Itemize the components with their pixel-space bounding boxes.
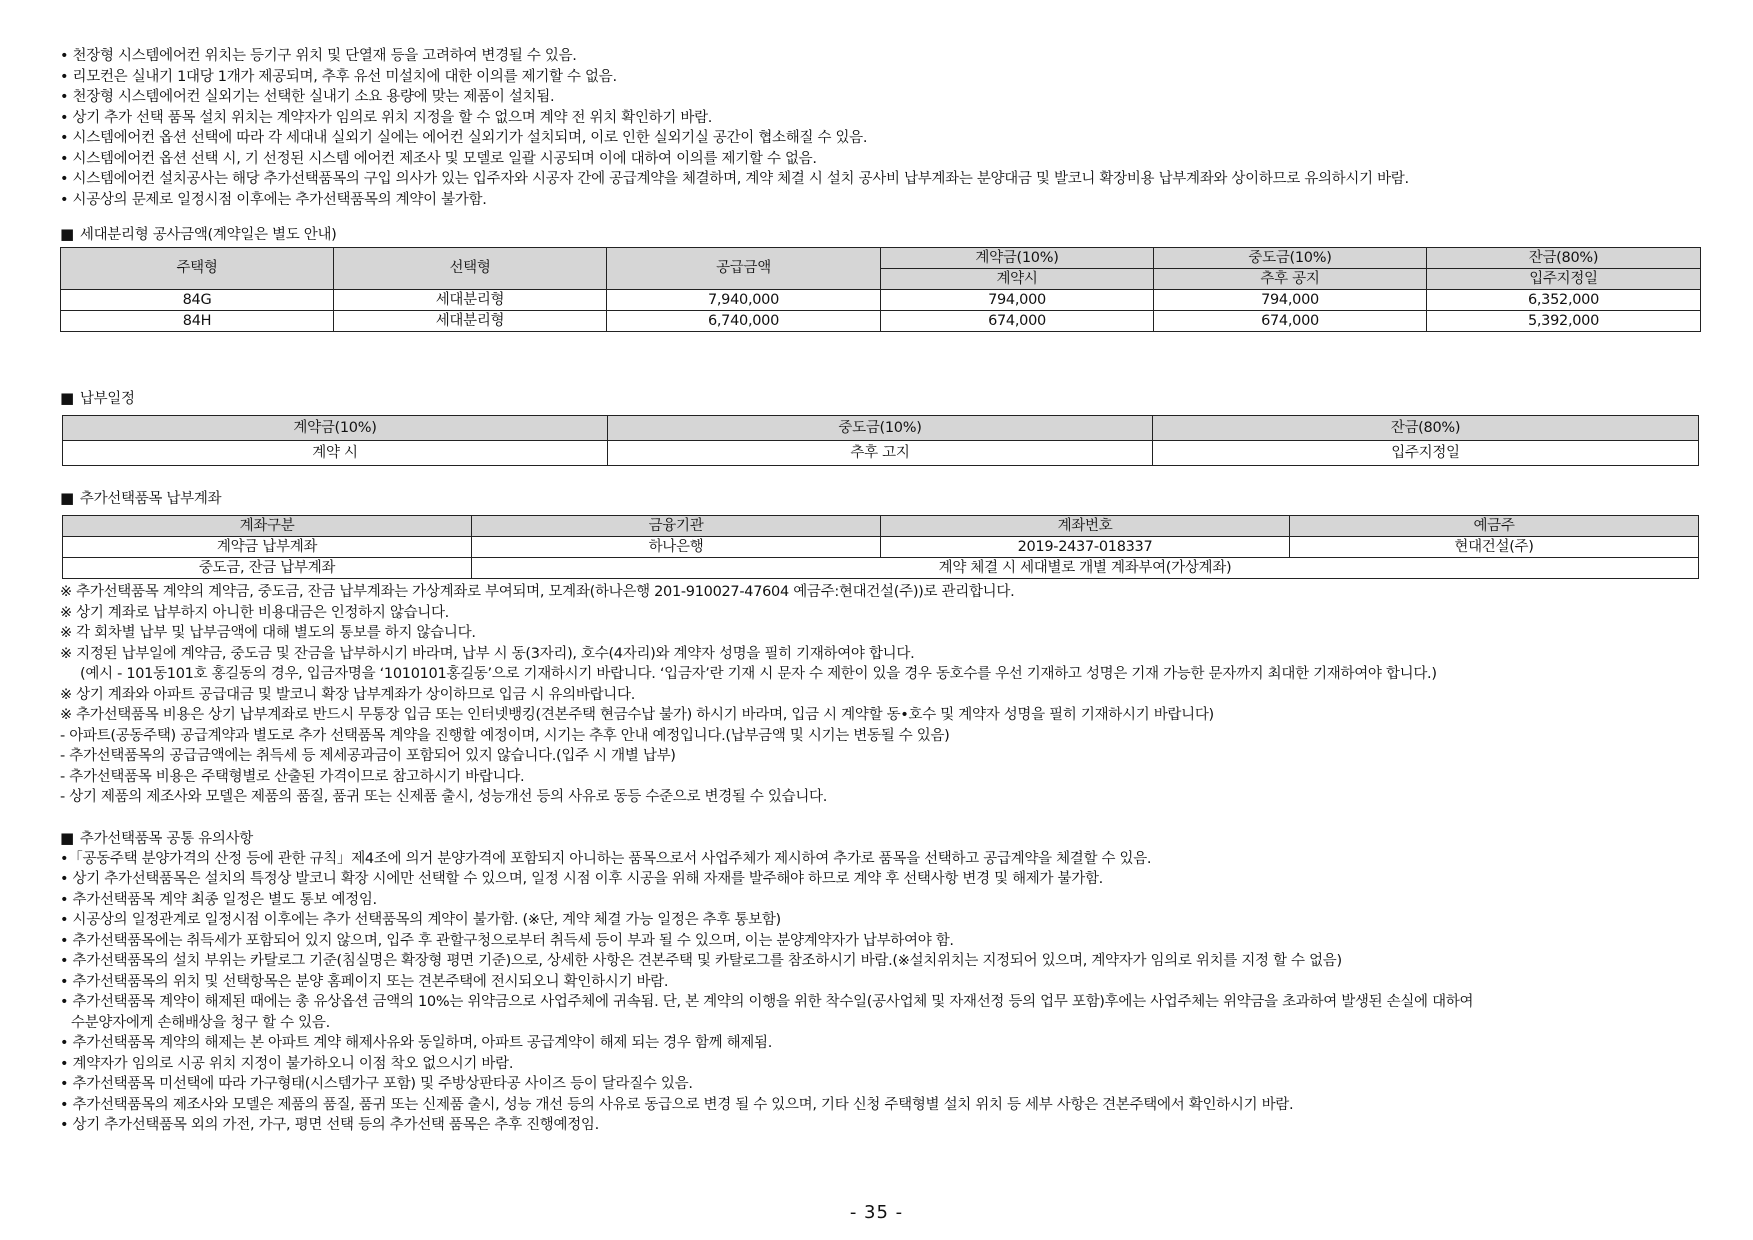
cell: 674,000 (881, 311, 1154, 332)
section-heading (60, 828, 1710, 849)
table-row (63, 441, 1699, 466)
note-line: • 시공상의 문제로 일정시점 이후에는 추가선택품목의 계약이 불가함. (60, 191, 487, 208)
note-line: • 천장형 시스템에어컨 위치는 등기구 위치 및 단열재 등을 고려하여 변경될 수 있음. (60, 48, 577, 64)
note-line: • 추가선택품목 계약이 해제된 때에는 총 유상옵션 금액의 10%는 위약금으로 사업주체에 귀속됨. 단, 본 계약의 이행을 위한 착수일(공사업체 및 자재선정 등의 업무 포함)후에는 사업주체는 위약금을 초과하여 발생된 손실에 대하여 (60, 994, 1474, 1010)
section-heading (60, 388, 1710, 409)
section-title: 추가선택품목 공통 유의사항 (79, 830, 253, 847)
note-line: - 아파트(공동주택) 공급계약과 별도로 추가 선택품목 계약을 진행할 예정이며, 시기는 추후 안내 예정입니다.(납부금액 및 시기는 변동될 수 있음) (60, 727, 950, 744)
note-line: ※ 추가선택품목 비용은 상기 납부계좌로 반드시 무통장 입금 또는 인터넷뱅킹(견본주택 현금수납 불가) 하시기 바라며, 입금 시 계약할 동•호수 및 계약자 성명을 필히 기재하시기 바랍니다) (60, 707, 1214, 723)
note-line: ※ 추가선택품목 계약의 계약금, 중도금, 잔금 납부계좌는 가상계좌로 부여되며, 모계좌(하나은행 201-910027-47604 예금주:현대건설(주))로 관리합니다. (60, 584, 1015, 600)
col-subheader: 추후 공지 (1154, 269, 1427, 290)
col-header: 공급금액 (607, 248, 881, 290)
col-header: 계약금(10%) (63, 416, 608, 441)
payment-account-table (62, 515, 1699, 579)
section-title: 세대분리형 공사금액(계약일은 별도 안내) (79, 227, 337, 243)
table-row (63, 558, 1699, 579)
table-header-row (61, 248, 1701, 269)
square-bullet-icon: ■ (60, 225, 74, 243)
note-line: • 추가선택품목 계약의 해제는 본 아파트 계약 해제사유와 동일하며, 아파트 공급계약이 해제 되는 경우 함께 해제됨. (60, 1035, 773, 1051)
payment-schedule-table (62, 415, 1699, 466)
common-notes (60, 849, 1710, 1136)
note-line: ※ 지정된 납부일에 계약금, 중도금 및 잔금을 납부하시기 바라며, 납부 시 동(3자리), 호수(4자리)와 계약자 성명을 필히 기재하여야 합니다. (60, 645, 915, 662)
cell: 674,000 (1154, 311, 1427, 332)
square-bullet-icon: ■ (60, 389, 74, 407)
note-line: • 상기 추가선택품목은 설치의 특정상 발코니 확장 시에만 선택할 수 있으며, 일정 시점 이후 시공을 위해 자재를 발주해야 하므로 계약 후 선택사항 변경 및 해제가 불가함. (60, 871, 1103, 887)
col-subheader: 계약시 (881, 269, 1154, 290)
cell: 계약금 납부계좌 (63, 537, 472, 558)
col-header: 잔금(80%) (1153, 416, 1699, 441)
table-row (61, 290, 1701, 311)
cell: 84H (61, 311, 334, 332)
col-subheader: 입주지정일 (1427, 269, 1701, 290)
col-header: 계좌번호 (881, 516, 1290, 537)
note-line: • 리모컨은 실내기 1대당 1개가 제공되며, 추후 유선 미설치에 대한 이의를 제기할 수 없음. (60, 68, 617, 85)
note-line: • 상기 추가 선택 품목 설치 위치는 계약자가 임의로 위치 지정을 할 수 없으며 계약 전 위치 확인하기 바람. (60, 109, 713, 126)
cell: 794,000 (881, 290, 1154, 311)
note-line: • 추가선택품목에는 취득세가 포함되어 있지 않으며, 입주 후 관할구청으로부터 취득세 등이 부과 될 수 있으며, 이는 분양계약자가 납부하여야 함. (60, 932, 954, 949)
cell: 입주지정일 (1153, 441, 1699, 466)
cell: 현대건설(주) (1290, 537, 1699, 558)
note-line: - 추가선택품목 비용은 주택형별로 산출된 가격이므로 참고하시기 바랍니다. (60, 768, 525, 785)
document-page (60, 46, 1710, 1136)
cell: 6,352,000 (1427, 290, 1701, 311)
note-line: • 추가선택품목의 위치 및 선택항목은 분양 홈페이지 또는 견본주택에 전시되오니 확인하시기 바람. (60, 973, 669, 990)
page-number: - 35 - (849, 1202, 904, 1223)
cell: 5,392,000 (1427, 311, 1701, 332)
col-header: 중도금(10%) (608, 416, 1153, 441)
col-header: 잔금(80%) (1427, 248, 1701, 269)
section-heading (60, 224, 1710, 245)
note-line: • 천장형 시스템에어컨 실외기는 선택한 실내기 소요 용량에 맞는 제품이 설치됨. (60, 89, 555, 105)
section-title: 납부일정 (79, 391, 135, 407)
note-line: (예시 - 101동101호 홍길동의 경우, 입금자명을 ‘1010101홍길동’으로 기재하시기 바랍니다. ‘입금자’란 기재 시 문자 수 제한이 있을 경우 동호수를 우선 기재하고 성명은 기재 가능한 문자까지 최대한 기재하여야 합니다.) (80, 666, 1437, 682)
note-line: • 추가선택품목 계약 최종 일정은 별도 통보 예정임. (60, 891, 377, 908)
construction-cost-table (60, 247, 1701, 332)
cell: 6,740,000 (607, 311, 881, 332)
note-line: • 시스템에어컨 옵션 선택에 따라 각 세대내 실외기 실에는 에어컨 실외기가 설치되며, 이로 인한 실외기실 공간이 협소해질 수 있음. (60, 130, 868, 146)
cell: 중도금, 잔금 납부계좌 (63, 558, 472, 579)
cell: 추후 고지 (608, 441, 1153, 466)
col-header: 중도금(10%) (1154, 248, 1427, 269)
note-line: • 시공상의 일정관계로 일정시점 이후에는 추가 선택품목의 계약이 불가함. (※단, 계약 체결 가능 일정은 추후 통보함) (60, 912, 781, 928)
note-line: • 추가선택품목의 설치 부위는 카탈로그 기준(침실명은 확장형 평면 기준)으로, 상세한 사항은 견본주택 및 카탈로그를 참조하시기 바람.(※설치위치는 지정되어 있으며, 계약자가 임의로 위치를 지정 할 수 없음) (60, 953, 1342, 969)
cell: 하나은행 (472, 537, 881, 558)
square-bullet-icon: ■ (60, 489, 74, 507)
cell: 세대분리형 (334, 311, 607, 332)
note-line: •「공동주택 분양가격의 산정 등에 관한 규칙」제4조에 의거 분양가격에 포함되지 아니하는 품목으로서 사업주체가 제시하여 추가로 품목을 선택하고 공급계약을 체결할 수 있음. (60, 850, 1152, 867)
table-row (61, 311, 1701, 332)
col-header: 예금주 (1290, 516, 1699, 537)
section-heading (60, 488, 1710, 509)
table-row (63, 537, 1699, 558)
note-line: 수분양자에게 손해배상을 청구 할 수 있음. (71, 1014, 330, 1031)
account-notes (60, 582, 1710, 808)
note-line: ※ 상기 계좌로 납부하지 아니한 비용대금은 인정하지 않습니다. (60, 604, 449, 621)
cell: 7,940,000 (607, 290, 881, 311)
cell: 84G (61, 290, 334, 311)
col-header: 주택형 (61, 248, 334, 290)
note-line: ※ 각 회차별 납부 및 납부금액에 대해 별도의 통보를 하지 않습니다. (60, 625, 476, 641)
aircon-notes (60, 46, 1710, 210)
cell: 2019-2437-018337 (881, 537, 1290, 558)
note-line: - 상기 제품의 제조사와 모델은 제품의 품질, 품귀 또는 신제품 출시, 성능개선 등의 사유로 동등 수준으로 변경될 수 있습니다. (60, 789, 828, 805)
note-line: • 계약자가 임의로 시공 위치 지정이 불가하오니 이점 착오 없으시기 바람. (60, 1055, 514, 1072)
cell: 계약 시 (63, 441, 608, 466)
note-line: • 시스템에어컨 설치공사는 해당 추가선택품목의 구입 의사가 있는 입주자와 시공자 간에 공급계약을 체결하며, 계약 체결 시 설치 공사비 납부계좌는 분양대금 및 발코니 확장비용 납부계좌와 상이하므로 유의하시기 바람. (60, 171, 1409, 187)
square-bullet-icon: ■ (60, 828, 74, 847)
table-header-row (63, 416, 1699, 441)
cell: 계약 체결 시 세대별로 개별 계좌부여(가상계좌) (472, 558, 1699, 579)
cell: 794,000 (1154, 290, 1427, 311)
note-line: • 추가선택품목의 제조사와 모델은 제품의 품질, 품귀 또는 신제품 출시, 성능 개선 등의 사유로 동급으로 변경 될 수 있으며, 기타 신청 주택형별 설치 위치 등 세부 사항은 견본주택에서 확인하시기 바람. (60, 1096, 1294, 1113)
note-line: • 상기 추가선택품목 외의 가전, 가구, 평면 선택 등의 추가선택 품목은 추후 진행예정임. (60, 1117, 599, 1133)
table-header-row (63, 516, 1699, 537)
section-title: 추가선택품목 납부계좌 (79, 491, 222, 507)
note-line: • 시스템에어컨 옵션 선택 시, 기 선정된 시스템 에어컨 제조사 및 모델로 일괄 시공되며 이에 대하여 이의를 제기할 수 없음. (60, 150, 817, 167)
note-line: ※ 상기 계좌와 아파트 공급대금 및 발코니 확장 납부계좌가 상이하므로 입금 시 유의바랍니다. (60, 686, 636, 703)
col-header: 계좌구분 (63, 516, 472, 537)
cell: 세대분리형 (334, 290, 607, 311)
col-header: 계약금(10%) (881, 248, 1154, 269)
col-header: 금융기관 (472, 516, 881, 537)
col-header: 선택형 (334, 248, 607, 290)
note-line: - 추가선택품목의 공급금액에는 취득세 등 제세공과금이 포함되어 있지 않습니다.(입주 시 개별 납부) (60, 748, 676, 764)
note-line: • 추가선택품목 미선택에 따라 가구형태(시스템가구 포함) 및 주방상판타공 사이즈 등이 달라질수 있음. (60, 1076, 693, 1092)
